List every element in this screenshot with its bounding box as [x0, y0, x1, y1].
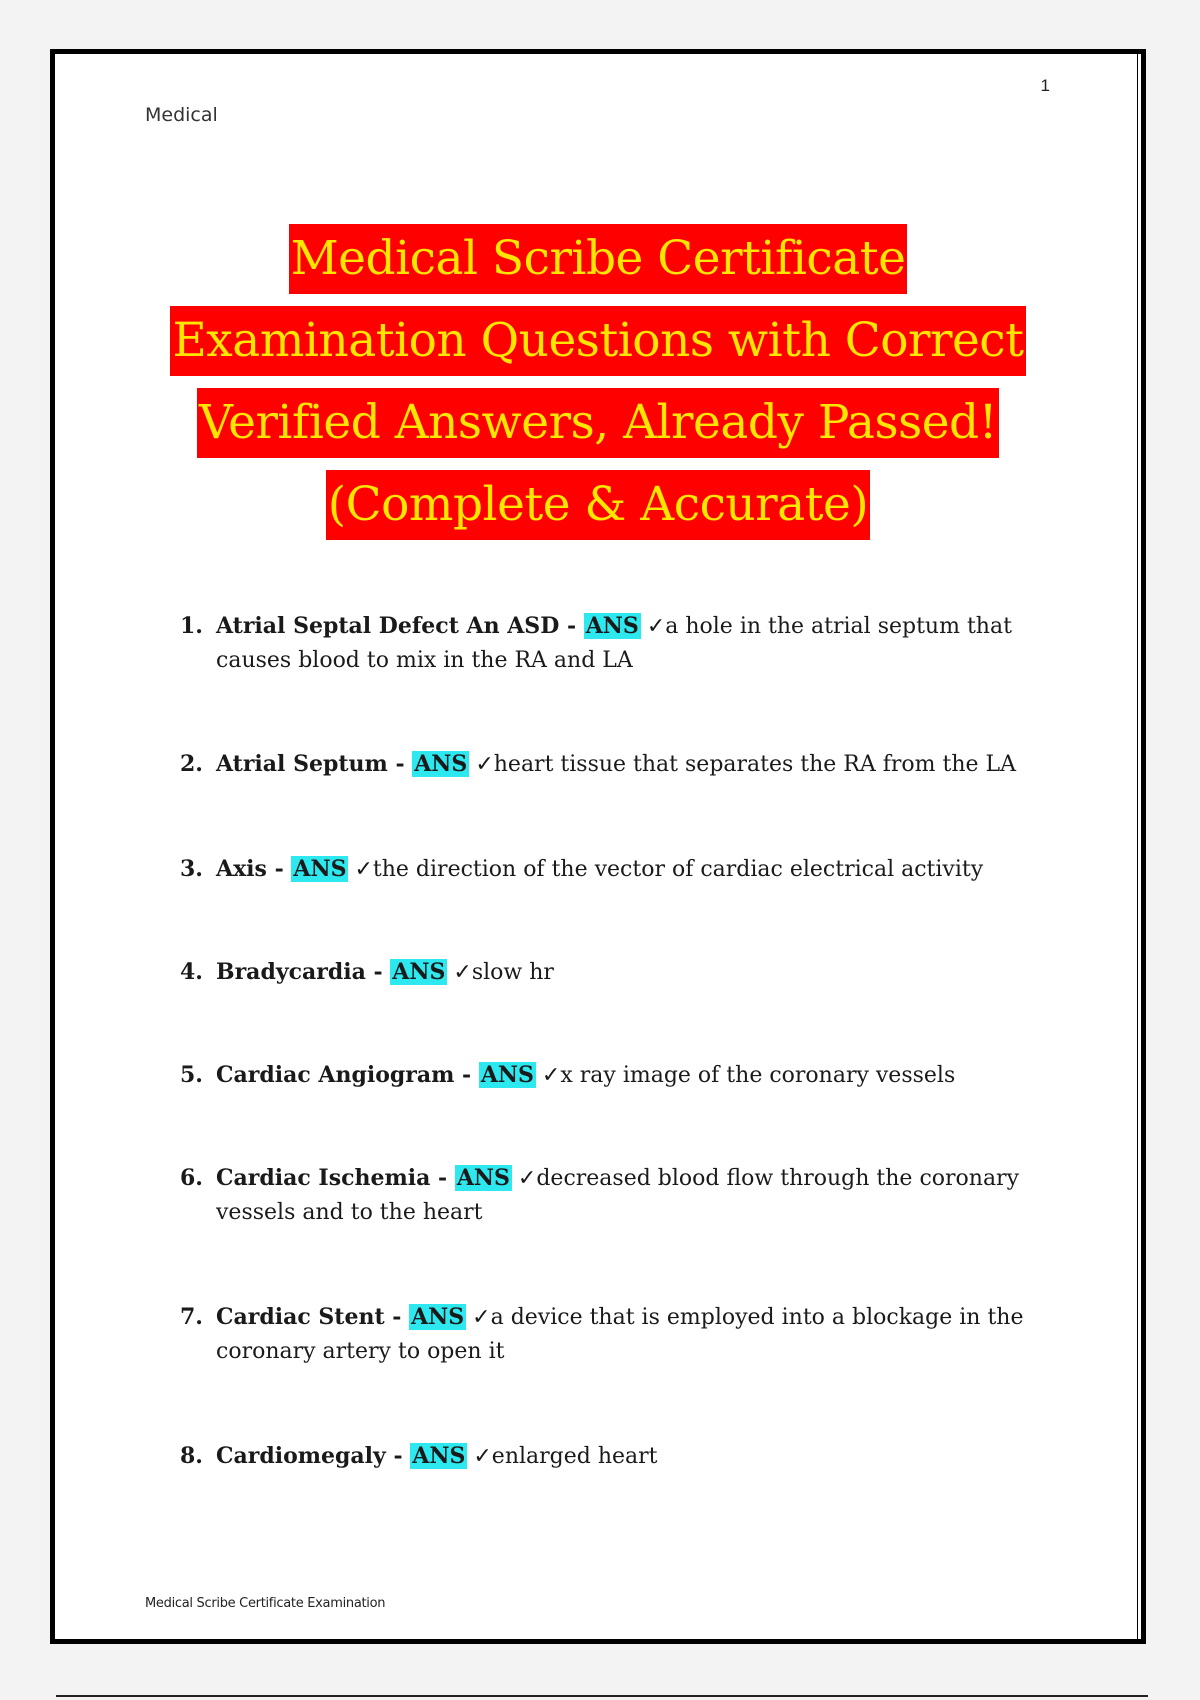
question-body: Axis - ANS ✓the direction of the vector of cardiac electrical activity: [216, 856, 984, 882]
check-mark-icon: ✓: [472, 1305, 491, 1330]
answer-text: heart tissue that separates the RA from the LA: [493, 752, 1017, 777]
answer-text: slow hr: [471, 960, 554, 985]
check-mark-icon: ✓: [453, 960, 472, 985]
list-item: [180, 955, 1060, 990]
check-mark-icon: ✓: [541, 1063, 561, 1088]
answer-text: enlarged heart: [491, 1444, 658, 1469]
question-term: Cardiac Stent: [216, 1304, 385, 1330]
question-term: Cardiac Ischemia: [216, 1165, 431, 1191]
question-term: Cardiomegaly: [216, 1443, 386, 1469]
question-body: Cardiac Angiogram - ANS ✓x ray image of the coronary vessels: [216, 1062, 956, 1088]
next-page-edge: [56, 1695, 1148, 1697]
answer-marker: ANS: [293, 856, 347, 882]
answer-marker: ANS: [480, 1062, 534, 1088]
list-item: [180, 1161, 1060, 1230]
question-term: Atrial Septal Defect An ASD: [216, 613, 560, 639]
answer-marker: ANS: [414, 751, 468, 777]
answer-text: decreased blood flow through the coronary vessels and to the heart: [216, 1166, 1020, 1225]
title-line-4: (Complete & Accurate): [326, 470, 870, 540]
check-mark-icon: ✓: [517, 1166, 537, 1191]
answer-marker: ANS: [411, 1304, 465, 1330]
answer-text: the direction of the vector of cardiac electrical activity: [372, 857, 984, 882]
question-term: Axis: [216, 856, 267, 882]
answer-text: a device that is employed into a blockage in the coronary artery to open it: [216, 1305, 1024, 1364]
title-line-3: Verified Answers, Already Passed!: [197, 388, 999, 458]
list-item: [180, 747, 1060, 782]
question-number: 2.: [180, 751, 203, 777]
check-mark-icon: ✓: [473, 1444, 492, 1469]
question-body: Cardiomegaly - ANS ✓enlarged heart: [216, 1443, 658, 1469]
list-item: [180, 852, 1060, 887]
check-mark-icon: ✓: [475, 752, 494, 777]
question-number: 8.: [180, 1443, 203, 1469]
page-number: 1: [1040, 76, 1050, 95]
answer-text: a hole in the atrial septum that causes blood to mix in the RA and LA: [216, 614, 1012, 673]
question-body: Atrial Septal Defect An ASD - ANS ✓a hole in the atrial septum that causes blood to mix in the RA and LA: [216, 613, 1012, 673]
answer-text: x ray image of the coronary vessels: [560, 1063, 956, 1088]
question-term: Bradycardia: [216, 959, 366, 985]
list-item: [180, 1439, 1060, 1474]
answer-marker: ANS: [412, 1443, 466, 1469]
answer-marker: ANS: [585, 613, 639, 639]
title-line-1: Medical Scribe Certificate: [289, 224, 908, 294]
list-item: [180, 1058, 1060, 1093]
page-header: Medical: [145, 104, 218, 126]
question-number: 1.: [180, 613, 203, 639]
question-body: Bradycardia - ANS ✓slow hr: [216, 959, 554, 985]
question-body: Cardiac Ischemia - ANS ✓decreased blood flow through the coronary vessels and to the heart: [216, 1165, 1020, 1225]
check-mark-icon: ✓: [646, 614, 666, 639]
title-line-2: Examination Questions with Correct: [170, 306, 1025, 376]
question-number: 5.: [180, 1062, 203, 1088]
answer-marker: ANS: [456, 1165, 510, 1191]
question-term: Cardiac Angiogram: [216, 1062, 455, 1088]
check-mark-icon: ✓: [354, 857, 373, 882]
question-number: 3.: [180, 856, 203, 882]
list-item: [180, 609, 1060, 678]
list-item: [180, 1300, 1060, 1369]
document-page: [50, 49, 1146, 1644]
question-number: 7.: [180, 1304, 203, 1330]
question-number: 4.: [180, 959, 203, 985]
page-footer: Medical Scribe Certificate Examination: [145, 1596, 386, 1611]
question-number: 6.: [180, 1165, 203, 1191]
question-term: Atrial Septum: [216, 751, 388, 777]
question-body: Atrial Septum - ANS ✓heart tissue that separates the RA from the LA: [216, 751, 1017, 777]
question-body: Cardiac Stent - ANS ✓a device that is employed into a blockage in the coronary artery to open it: [216, 1304, 1024, 1364]
answer-marker: ANS: [392, 959, 446, 985]
document-title: [55, 224, 1141, 552]
